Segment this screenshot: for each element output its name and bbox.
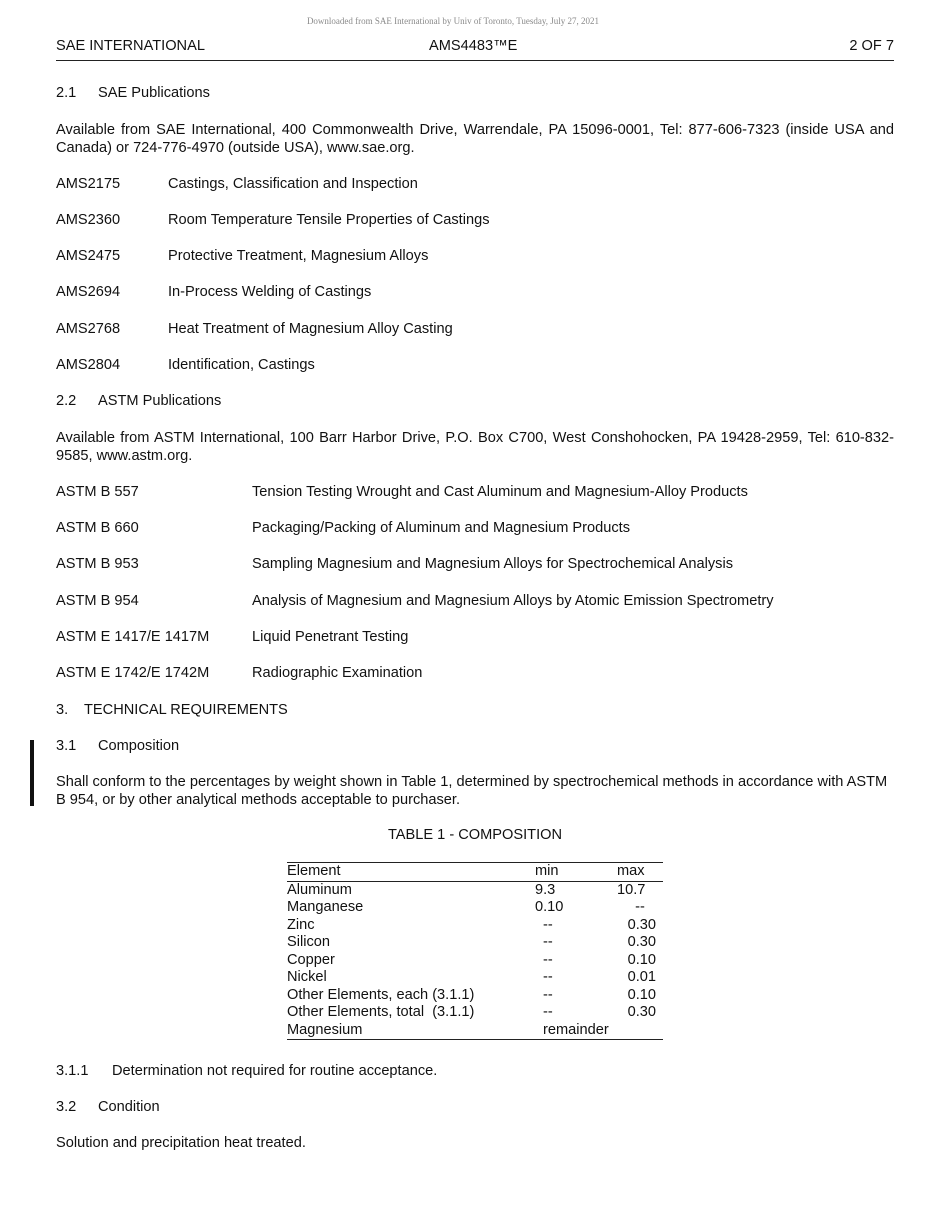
reference-title: Liquid Penetrant Testing — [252, 629, 409, 645]
section-text: Determination not required for routine acceptance. — [112, 1063, 438, 1079]
min-cell: -- — [543, 969, 553, 985]
element-cell: Copper — [287, 951, 335, 968]
reference-row — [56, 628, 409, 646]
section-2-2-text: Available from ASTM International, 100 Barr Harbor Drive, P.O. Box C700, West Conshohocken, PA 19428-2959, Tel: 610-832-9585, www.astm.org. — [56, 430, 894, 464]
section-title: SAE Publications — [98, 85, 210, 101]
reference-code: AMS2694 — [56, 284, 121, 300]
element-cell: Zinc — [287, 916, 315, 933]
table-row — [287, 969, 663, 987]
max-cell: 0.01 — [627, 969, 656, 985]
running-header — [56, 38, 894, 61]
reference-title: Sampling Magnesium and Magnesium Alloys for Spectrochemical Analysis — [252, 556, 734, 572]
header-min: min — [535, 863, 559, 879]
table-row — [287, 1022, 663, 1040]
reference-row — [56, 519, 631, 537]
max-cell: 0.10 — [627, 951, 656, 968]
table-row — [287, 1004, 663, 1022]
max-cell: 10.7 — [617, 881, 646, 898]
table-row — [287, 899, 663, 917]
section-3-2-heading — [56, 1098, 894, 1116]
section-3-1-heading — [56, 737, 894, 755]
section-number: 3.2 — [56, 1099, 77, 1115]
min-cell: -- — [543, 934, 553, 950]
header-organization: SAE INTERNATIONAL — [56, 38, 205, 54]
reference-title: In-Process Welding of Castings — [168, 284, 372, 300]
reference-row — [56, 664, 423, 682]
min-cell: -- — [543, 1004, 553, 1020]
min-cell: -- — [543, 916, 553, 933]
table-row — [287, 934, 663, 952]
element-cell: Other Elements, total (3.1.1) — [287, 1004, 475, 1020]
reference-row — [56, 211, 490, 229]
reference-title: Castings, Classification and Inspection — [168, 176, 418, 192]
reference-row — [56, 247, 429, 265]
section-2-1-heading — [56, 84, 894, 102]
header-max: max — [617, 863, 645, 879]
element-cell: Manganese — [287, 899, 364, 915]
element-cell: Magnesium — [287, 1021, 363, 1038]
reference-title: Radiographic Examination — [252, 665, 423, 681]
reference-row — [56, 592, 774, 610]
reference-row — [56, 483, 748, 501]
section-number: 3.1.1 — [56, 1063, 89, 1079]
table-row — [287, 952, 663, 970]
section-3-heading — [56, 701, 894, 719]
reference-code: ASTM B 953 — [56, 556, 139, 572]
section-title: ASTM Publications — [98, 393, 222, 409]
max-cell — [617, 1022, 663, 1040]
element-cell: Aluminum — [287, 881, 352, 898]
download-watermark: Downloaded from SAE International by Univ of Toronto, Tuesday, July 27, 2021 — [306, 16, 600, 26]
min-cell: -- — [543, 986, 553, 1003]
header-element: Element — [287, 863, 341, 879]
reference-row — [56, 283, 372, 301]
table-row — [287, 917, 663, 935]
table-header-row — [287, 863, 663, 882]
max-cell: 0.30 — [627, 916, 656, 933]
min-cell: remainder — [543, 1021, 609, 1038]
reference-row — [56, 356, 315, 374]
reference-code: AMS2768 — [56, 321, 121, 337]
reference-row — [56, 320, 453, 338]
reference-title: Analysis of Magnesium and Magnesium Alloys by Atomic Emission Spectrometry — [252, 593, 774, 609]
reference-row — [56, 555, 734, 573]
reference-title: Heat Treatment of Magnesium Alloy Casting — [168, 321, 453, 337]
min-cell: -- — [543, 951, 553, 968]
reference-code: AMS2360 — [56, 212, 121, 228]
section-title: TECHNICAL REQUIREMENTS — [84, 702, 288, 718]
element-cell: Other Elements, each (3.1.1) — [287, 986, 475, 1003]
max-cell: 0.30 — [627, 934, 656, 950]
header-page-number: 2 OF 7 — [849, 38, 894, 54]
reference-code: AMS2804 — [56, 357, 121, 373]
max-cell: 0.10 — [627, 986, 656, 1003]
reference-code: ASTM B 954 — [56, 593, 139, 609]
reference-code: AMS2175 — [56, 176, 121, 192]
section-3-1-text: Shall conform to the percentages by weight shown in Table 1, determined by spectrochemical methods in accordance with ASTM B 954, or by other analytical methods acceptable to purchaser. — [56, 774, 888, 808]
section-2-2-heading — [56, 392, 894, 410]
table-row — [287, 987, 663, 1005]
reference-title: Room Temperature Tensile Properties of Castings — [168, 212, 490, 228]
reference-code: ASTM E 1742/E 1742M — [56, 665, 210, 681]
reference-row — [56, 175, 418, 193]
section-3-2-text: Solution and precipitation heat treated. — [56, 1135, 306, 1151]
reference-title: Protective Treatment, Magnesium Alloys — [168, 248, 429, 264]
element-cell: Nickel — [287, 969, 327, 985]
reference-title: Tension Testing Wrought and Cast Aluminum and Magnesium-Alloy Products — [252, 484, 748, 500]
section-3-1-1 — [56, 1062, 894, 1080]
section-2-1-text: Available from SAE International, 400 Commonwealth Drive, Warrendale, PA 15096-0001, Tel: 877-606-7323 (inside USA and Canada) or 724-776-4970 (outside USA), www.sae.org. — [56, 122, 894, 156]
section-number: 3. — [56, 702, 69, 718]
header-document-id: AMS4483™E — [429, 38, 518, 54]
section-title: Condition — [98, 1099, 160, 1115]
table-caption: TABLE 1 - COMPOSITION — [387, 827, 563, 843]
reference-code: ASTM B 660 — [56, 520, 139, 536]
table-row — [287, 881, 663, 899]
section-title: Composition — [98, 738, 180, 754]
reference-title: Identification, Castings — [168, 357, 315, 373]
min-cell: 0.10 — [535, 899, 564, 915]
max-cell: -- — [635, 899, 645, 915]
reference-code: ASTM B 557 — [56, 484, 139, 500]
reference-title: Packaging/Packing of Aluminum and Magnesium Products — [252, 520, 631, 536]
composition-table — [287, 862, 663, 1040]
min-cell: 9.3 — [535, 881, 556, 898]
reference-code: ASTM E 1417/E 1417M — [56, 629, 210, 645]
section-number: 2.2 — [56, 393, 77, 409]
section-number: 2.1 — [56, 85, 77, 101]
element-cell: Silicon — [287, 934, 330, 950]
section-number: 3.1 — [56, 738, 77, 754]
revision-change-bar — [30, 740, 34, 806]
reference-code: AMS2475 — [56, 248, 121, 264]
max-cell: 0.30 — [627, 1004, 656, 1020]
